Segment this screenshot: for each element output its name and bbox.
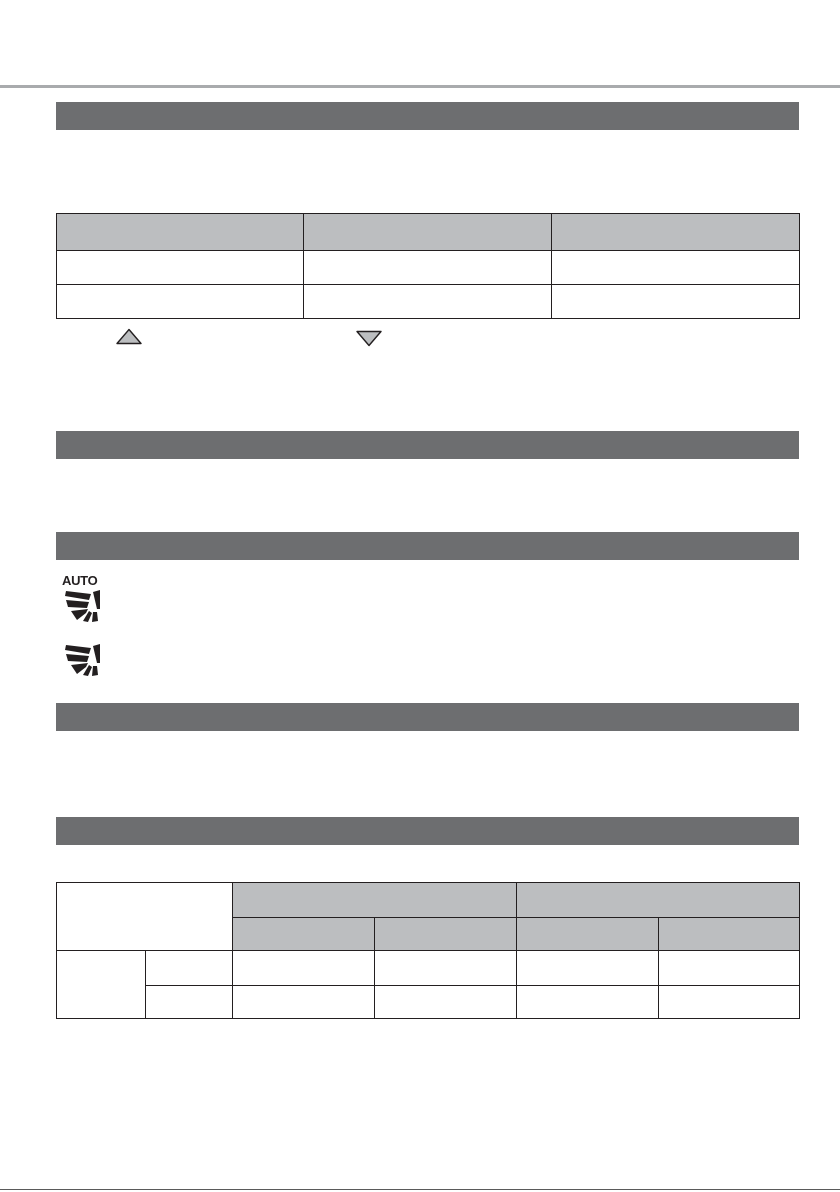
table-cell: [552, 285, 800, 319]
section-header-bar-4: [56, 703, 799, 731]
table-cell: [517, 986, 659, 1019]
table-header-cell: [57, 214, 304, 251]
table-cell: [375, 951, 517, 986]
table-header-row: [57, 214, 800, 251]
table-cell: [659, 986, 800, 1019]
table-cell: [146, 951, 233, 986]
table-cell: [57, 251, 304, 285]
table-header-row: [57, 883, 800, 918]
section-header-bar-2: [56, 431, 799, 459]
auto-swing-label: AUTO: [62, 573, 98, 588]
table-cell: [57, 285, 304, 319]
section-header-bar-5: [56, 817, 799, 845]
table-row: [57, 951, 800, 986]
table-row: [57, 251, 800, 285]
table-subheader-cell: [659, 918, 800, 951]
triangle-down-icon: [355, 330, 383, 347]
table-row: [57, 986, 800, 1019]
table-header-cell: [233, 883, 517, 918]
table-cell: [233, 986, 375, 1019]
table-cell: [517, 951, 659, 986]
table-cell: [233, 951, 375, 986]
table-subheader-cell: [517, 918, 659, 951]
table-subheader-cell: [375, 918, 517, 951]
table-header-cell: [552, 214, 800, 251]
table-cell: [304, 285, 552, 319]
table-cell: [552, 251, 800, 285]
table-cell: [659, 951, 800, 986]
auto-swing-fan-icon: [64, 589, 102, 623]
section-header-bar-3: [56, 532, 799, 560]
table-row-group-cell: [57, 951, 146, 1019]
table-corner-cell: [57, 883, 233, 951]
footer-rule: [0, 1189, 840, 1190]
table-row: [57, 285, 800, 319]
table-header-cell: [517, 883, 800, 918]
triangle-up-icon: [115, 328, 143, 345]
section-header-bar-1: [56, 102, 799, 130]
table-subheader-cell: [233, 918, 375, 951]
table-header-cell: [304, 214, 552, 251]
swing-fan-icon: [64, 643, 102, 677]
table-cell: [146, 986, 233, 1019]
header-rule: [0, 85, 840, 88]
table-cell: [304, 251, 552, 285]
settings-table-2: [56, 882, 800, 1019]
table-cell: [375, 986, 517, 1019]
settings-table-1: [56, 213, 800, 319]
